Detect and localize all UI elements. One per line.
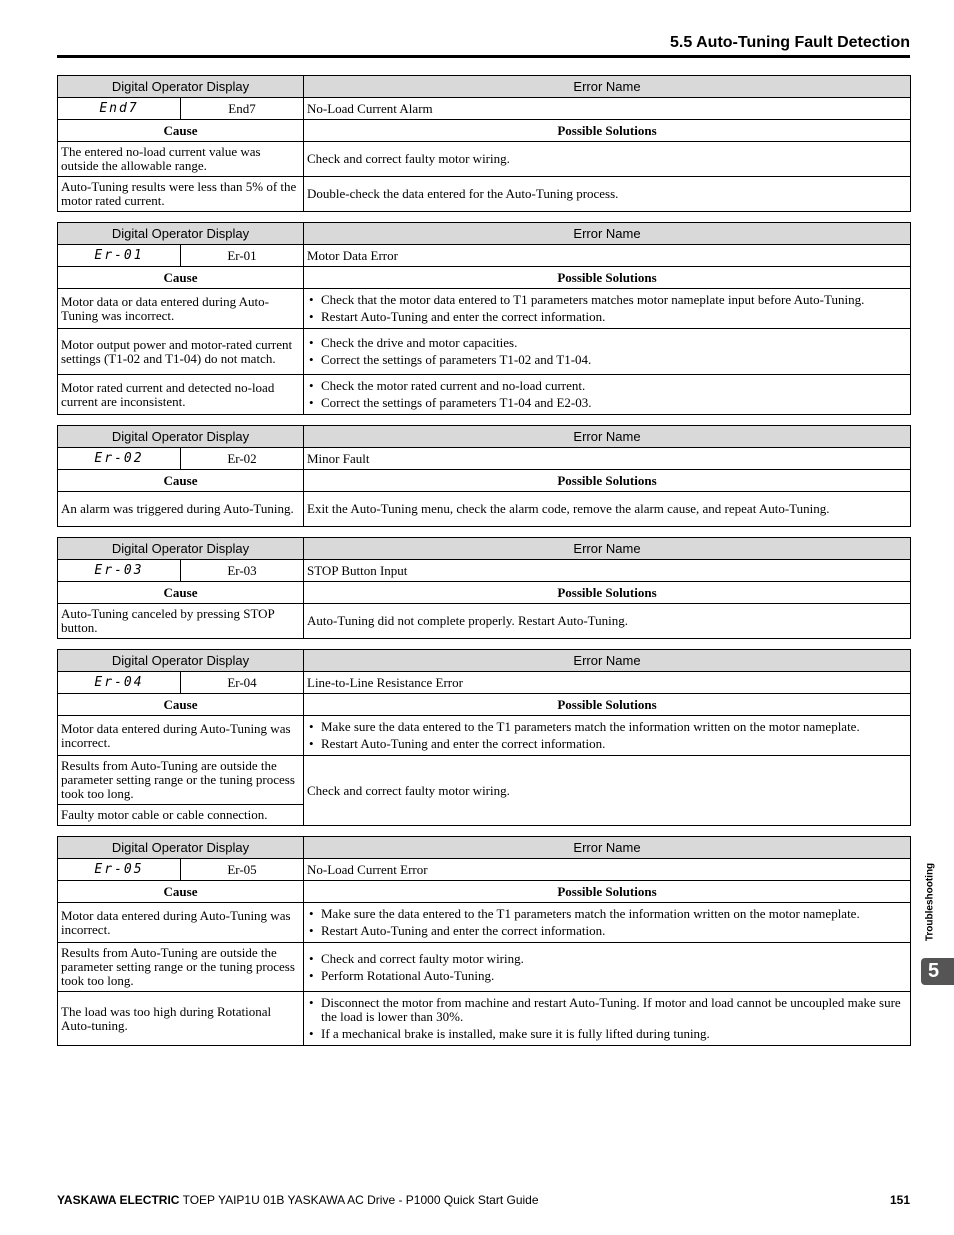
cause-text: Results from Auto-Tuning are outside the parameter setting range or the tuning process took too long. [58,756,304,805]
operator-display-code: Er-02 [58,448,181,470]
solutions-cell [304,289,911,329]
fault-code: Er-02 [181,448,304,470]
footer-brand: YASKAWA ELECTRIC [57,1193,180,1207]
cause-text: Motor data or data entered during Auto-Tuning was incorrect. [58,289,304,329]
cause-column-header: Cause [58,267,304,289]
cause-text: Motor data entered during Auto-Tuning was incorrect. [58,716,304,756]
operator-display-code: Er-05 [58,859,181,881]
error-name-column-header: Error Name [304,426,911,448]
solutions-cell [304,903,911,943]
fault-code: Er-03 [181,560,304,582]
cause-text: Motor output power and motor-rated current settings (T1-02 and T1-04) do not match. [58,329,304,375]
solutions-cell: Check and correct faulty motor wiring. [304,142,911,177]
cause-text: The entered no-load current value was outside the allowable range. [58,142,304,177]
cause-text: The load was too high during Rotational Auto-tuning. [58,992,304,1046]
chapter-number-tab: 5 [921,958,954,985]
fault-tables [57,75,910,1056]
solution-item: • If a mechanical brake is installed, make sure it is fully lifted during tuning. [307,1027,907,1041]
fault-code: Er-05 [181,859,304,881]
solution-item: • Check the drive and motor capacities. [307,336,907,350]
operator-display-code: Er-04 [58,672,181,694]
error-name-column-header: Error Name [304,837,911,859]
solutions-column-header: Possible Solutions [304,267,911,289]
cause-text: Faulty motor cable or cable connection. [58,805,304,826]
error-name: Minor Fault [304,448,911,470]
solution-list [307,720,907,751]
solution-item: • Check the motor rated current and no-load current. [307,379,907,393]
cause-column-header: Cause [58,694,304,716]
solutions-cell [304,943,911,992]
error-name-column-header: Error Name [304,650,911,672]
operator-display-code: End7 [58,98,181,120]
fault-table-er-05 [57,836,911,1046]
page-number: 151 [889,1193,910,1207]
error-name: No-Load Current Alarm [304,98,911,120]
fault-code: Er-01 [181,245,304,267]
error-name: Line-to-Line Resistance Error [304,672,911,694]
header-rule [57,55,910,58]
solution-item: • Check that the motor data entered to T1 parameters matches motor nameplate input before Auto-Tuning. [307,293,907,307]
cause-text: Auto-Tuning canceled by pressing STOP button. [58,604,304,639]
operator-display-code: Er-03 [58,560,181,582]
fault-code: Er-04 [181,672,304,694]
error-name: No-Load Current Error [304,859,911,881]
section-title: 5.5 Auto-Tuning Fault Detection [670,34,910,51]
display-column-header: Digital Operator Display [58,837,304,859]
fault-table-er-04 [57,649,911,826]
solution-item: • Perform Rotational Auto-Tuning. [307,969,907,983]
solution-list [307,379,907,410]
solutions-cell: Check and correct faulty motor wiring. [304,756,911,826]
solution-item: • Disconnect the motor from machine and restart Auto-Tuning. If motor and load cannot be uncoupled make sure the load is lower than 30%. [307,996,907,1024]
cause-column-header: Cause [58,582,304,604]
fault-code: End7 [181,98,304,120]
solutions-column-header: Possible Solutions [304,470,911,492]
display-column-header: Digital Operator Display [58,538,304,560]
display-column-header: Digital Operator Display [58,426,304,448]
cause-column-header: Cause [58,120,304,142]
error-name-column-header: Error Name [304,76,911,98]
solution-list [307,952,907,983]
error-name-column-header: Error Name [304,223,911,245]
solutions-column-header: Possible Solutions [304,582,911,604]
solution-item: • Restart Auto-Tuning and enter the correct information. [307,310,907,324]
cause-text: Auto-Tuning results were less than 5% of the motor rated current. [58,177,304,212]
solutions-cell [304,716,911,756]
cause-text: Motor data entered during Auto-Tuning was incorrect. [58,903,304,943]
solutions-cell: Double-check the data entered for the Auto-Tuning process. [304,177,911,212]
page-footer [57,1193,910,1207]
solutions-column-header: Possible Solutions [304,694,911,716]
solutions-column-header: Possible Solutions [304,120,911,142]
solution-item: • Correct the settings of parameters T1-02 and T1-04. [307,353,907,367]
operator-display-code: Er-01 [58,245,181,267]
cause-column-header: Cause [58,881,304,903]
display-column-header: Digital Operator Display [58,650,304,672]
solutions-cell: Exit the Auto-Tuning menu, check the alarm code, remove the alarm cause, and repeat Auto-Tuning. [304,492,911,527]
fault-table-er-02 [57,425,911,527]
solution-item: • Make sure the data entered to the T1 parameters match the information written on the motor nameplate. [307,720,907,734]
solutions-cell [304,375,911,415]
side-tab-label: Troubleshooting [924,862,936,942]
cause-text: An alarm was triggered during Auto-Tuning. [58,492,304,527]
solution-item: • Check and correct faulty motor wiring. [307,952,907,966]
solution-list [307,907,907,938]
error-name-column-header: Error Name [304,538,911,560]
solution-item: • Make sure the data entered to the T1 parameters match the information written on the motor nameplate. [307,907,907,921]
solution-item: • Restart Auto-Tuning and enter the correct information. [307,924,907,938]
solution-item: • Restart Auto-Tuning and enter the correct information. [307,737,907,751]
solutions-column-header: Possible Solutions [304,881,911,903]
error-name: Motor Data Error [304,245,911,267]
fault-table-er-01 [57,222,911,415]
cause-text: Results from Auto-Tuning are outside the parameter setting range or the tuning process took too long. [58,943,304,992]
cause-text: Motor rated current and detected no-load current are inconsistent. [58,375,304,415]
fault-table-end7 [57,75,911,212]
cause-column-header: Cause [58,470,304,492]
solutions-cell [304,329,911,375]
solution-item: • Correct the settings of parameters T1-04 and E2-03. [307,396,907,410]
solution-list [307,293,907,324]
error-name: STOP Button Input [304,560,911,582]
solution-list [307,996,907,1041]
fault-table-er-03 [57,537,911,639]
display-column-header: Digital Operator Display [58,223,304,245]
solution-list [307,336,907,367]
solutions-cell [304,992,911,1046]
display-column-header: Digital Operator Display [58,76,304,98]
footer-doc: TOEP YAIP1U 01B YASKAWA AC Drive - P1000 Quick Start Guide [182,1193,539,1207]
solutions-cell: Auto-Tuning did not complete properly. Restart Auto-Tuning. [304,604,911,639]
